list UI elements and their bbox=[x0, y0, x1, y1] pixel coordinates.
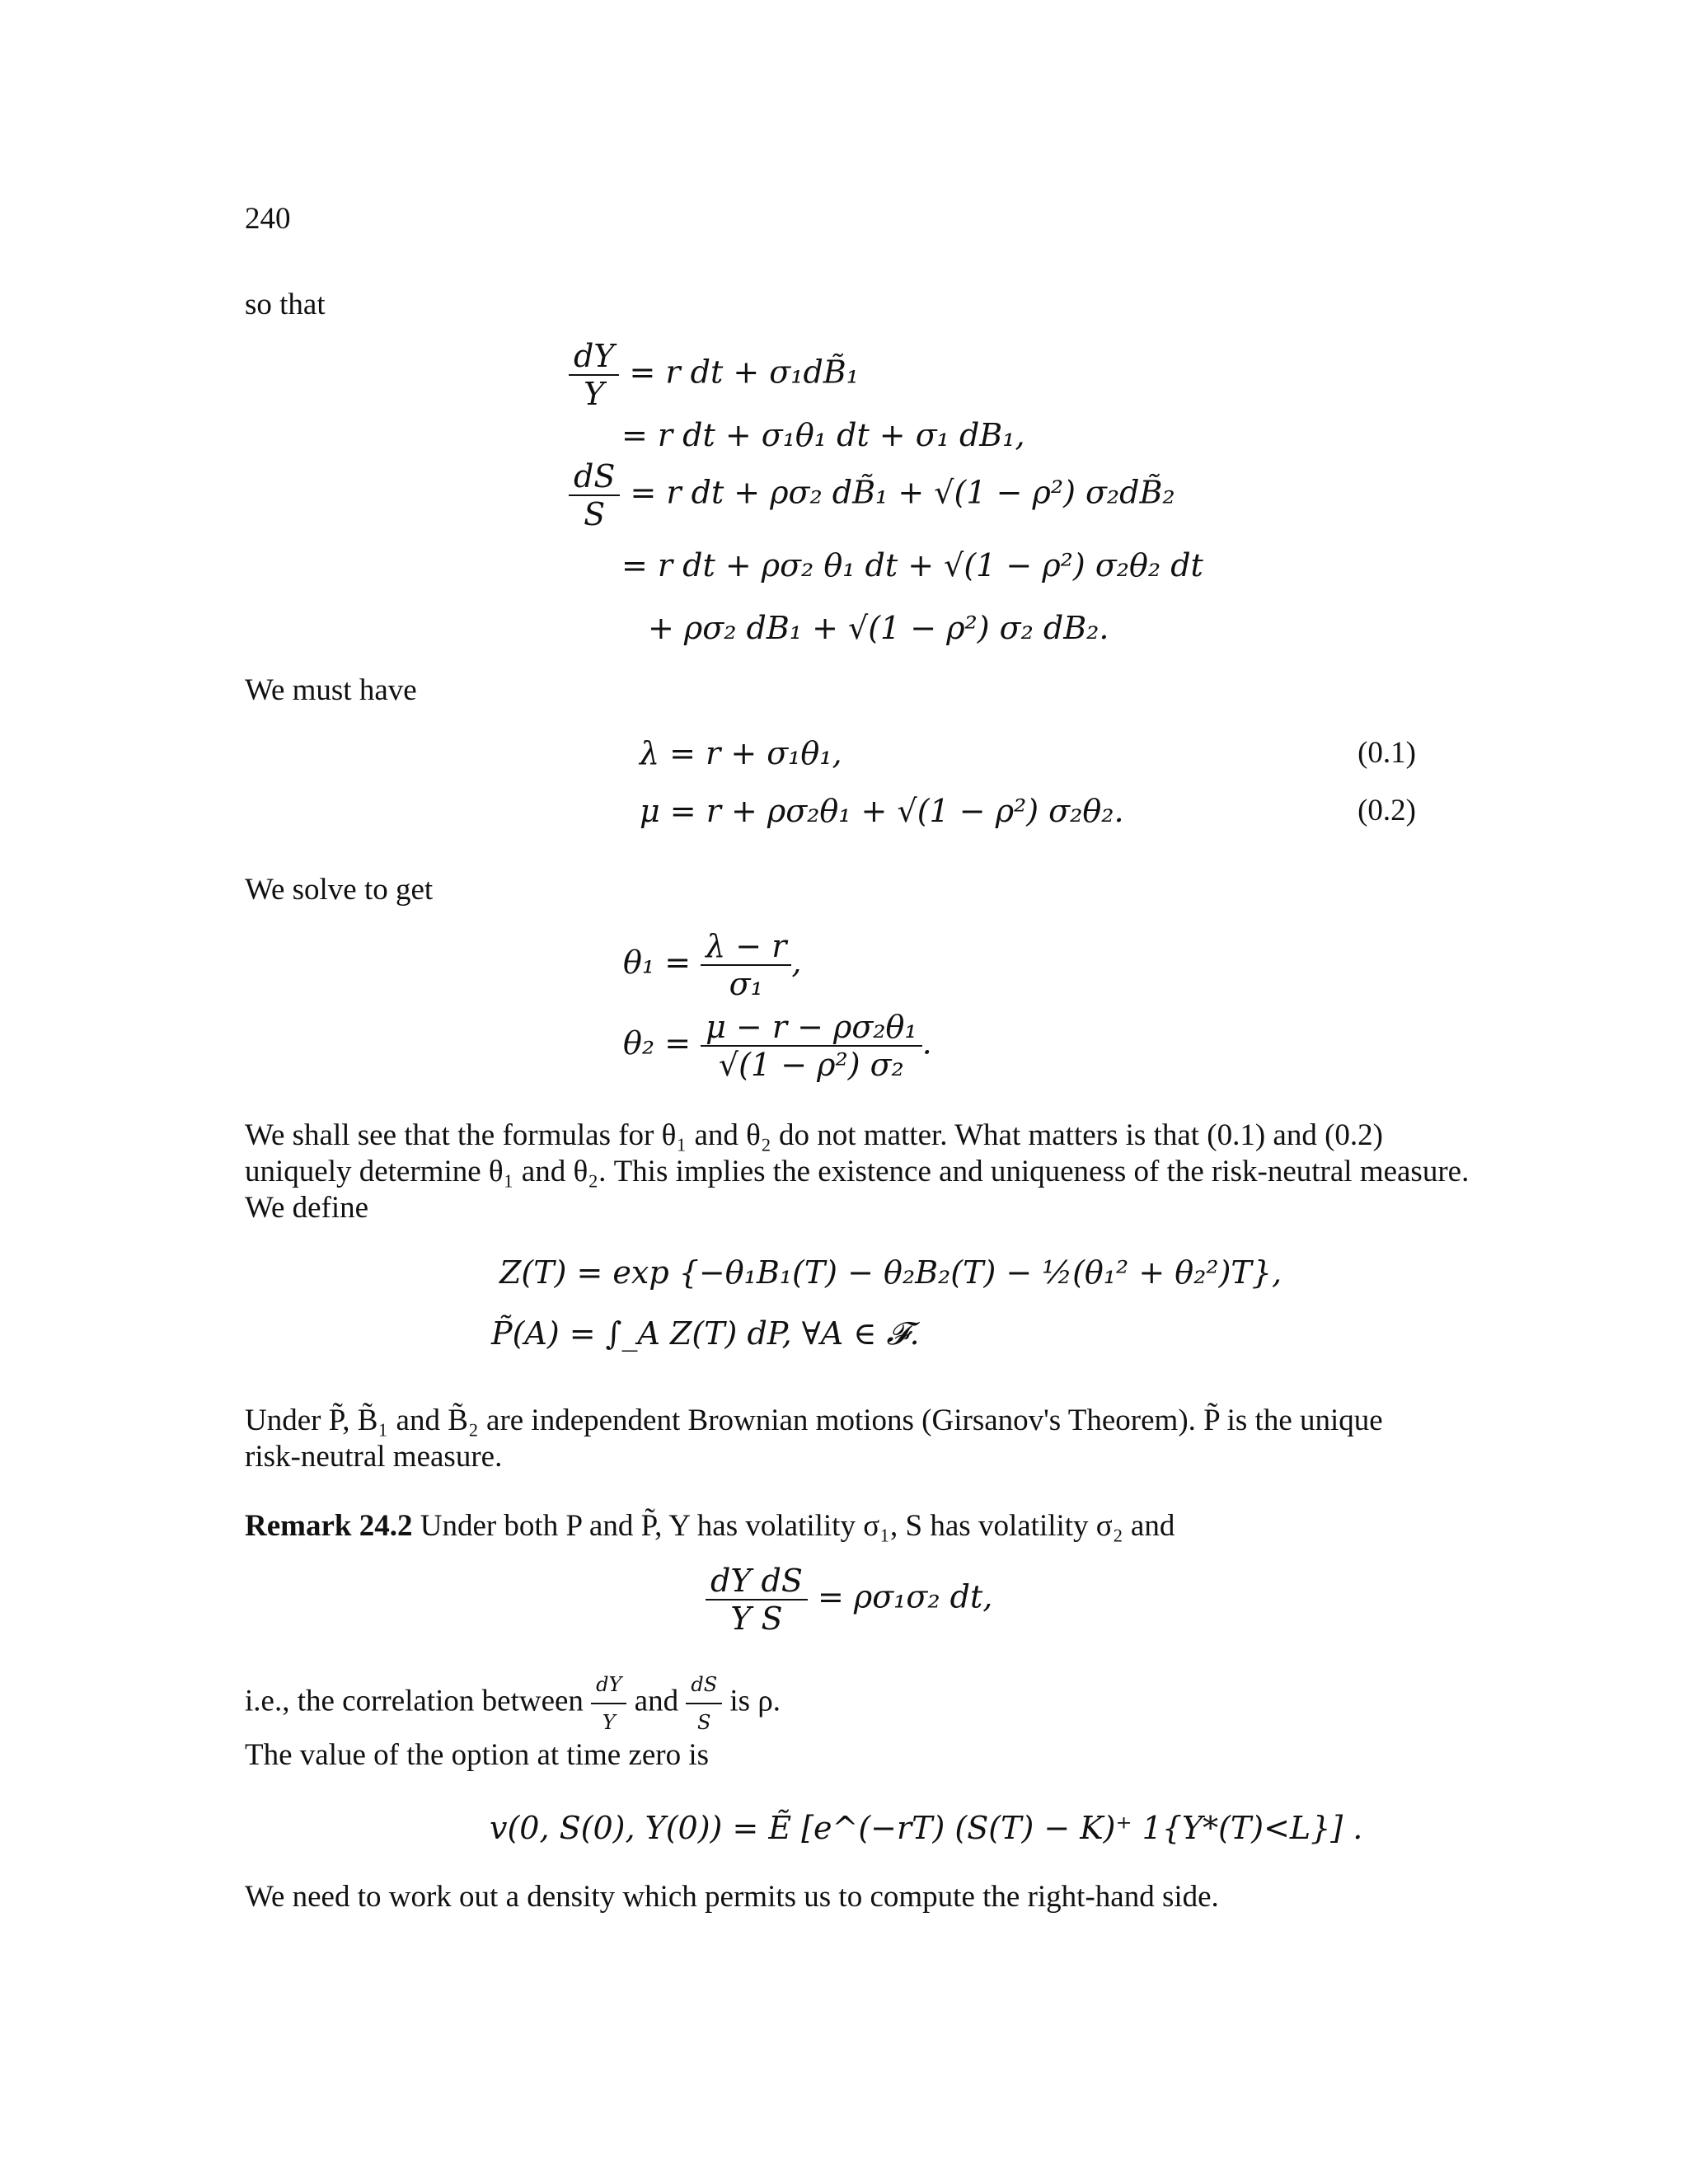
paragraph-1-line-3: We define bbox=[245, 1191, 369, 1225]
paragraph-1-line-2: uniquely determine θ₁ and θ₂. This implies the existence and uniqueness of the risk-neutral measure. bbox=[245, 1155, 1470, 1188]
equation-0-2: μ = r + ρσ₂θ₁ + √(1 − ρ²) σ₂θ₂. bbox=[640, 793, 1124, 829]
equation-0-1: λ = r + σ₁θ₁, bbox=[640, 735, 842, 771]
solve-text: We solve to get bbox=[245, 873, 434, 907]
must-have-text: We must have bbox=[245, 673, 417, 707]
p-tilde-definition: P̃(A) = ∫_A Z(T) dP, ∀A ∈ 𝓕. bbox=[491, 1315, 920, 1352]
z-definition: Z(T) = exp {−θ₁B₁(T) − θ₂B₂(T) − ½(θ₁² + θ₂²)T}, bbox=[499, 1254, 1282, 1291]
ie-fraction-dy: $\frac{dY}{Y}$ bbox=[591, 1666, 626, 1741]
sde-line-5: + ρσ₂ dB₁ + √(1 − ρ²) σ₂ dB₂. bbox=[648, 610, 1109, 646]
intro-text: so that bbox=[245, 288, 326, 321]
dyds-over-ys: $\frac{\text{dY dS}}{\text{Y S}}$ bbox=[706, 1563, 808, 1637]
dy-over-y: $\frac{dY}{Y}$ bbox=[569, 338, 619, 412]
value-intro-text: The value of the option at time zero is bbox=[245, 1738, 710, 1772]
sde-line-3: $\frac{dS}{S}$ = r dt + ρσ₂ dB̃₁ + √(1 − ρ²) σ₂dB̃₂ bbox=[569, 458, 1175, 532]
theta-2-fraction: $\frac{\text{μ − r − ρσ₂θ₁}}{\text{√(1 − ρ²) σ₂}}$ bbox=[701, 1009, 921, 1083]
closing-text: We need to work out a density which permits us to compute the right-hand side. bbox=[245, 1880, 1219, 1914]
ie-fraction-ds: $\frac{dS}{S}$ bbox=[686, 1666, 722, 1741]
paragraph-2-line-2: risk-neutral measure. bbox=[245, 1440, 503, 1474]
option-value-equation: v(0, S(0), Y(0)) = Ẽ [e^(−rT) (S(T) − K)⁺ 1{Y*(T)<L}] . bbox=[490, 1810, 1363, 1846]
paragraph-2-line-1: Under P̃, B̃₁ and B̃₂ are independent Brownian motions (Girsanov's Theorem). P̃ is the unique bbox=[245, 1404, 1383, 1437]
ds-over-s: $\frac{dS}{S}$ bbox=[569, 458, 620, 532]
correlation-equation: $\frac{\text{dY dS}}{\text{Y S}}$ = ρσ₁σ₂ dt, bbox=[706, 1563, 992, 1637]
theta-1-fraction: $\frac{\lambda - r}{\text{σ₁}}$ bbox=[701, 928, 791, 1002]
theta-2-equation: θ₂ = $\frac{\text{μ − r − ρσ₂θ₁}}{\text{√(1 − ρ²) σ₂}}$ . bbox=[623, 1009, 932, 1083]
ie-line: i.e., the correlation between $\frac{dY}{Y}$ and $\frac{dS}{S}$ is ρ. bbox=[245, 1666, 781, 1741]
page-number: 240 bbox=[245, 202, 291, 236]
remark-text: Under both P and P̃, Y has volatility σ₁, S has volatility σ₂ and bbox=[420, 1509, 1175, 1543]
remark-label: Remark 24.2 bbox=[245, 1509, 413, 1543]
paragraph-1-line-1: We shall see that the formulas for θ₁ and θ₂ do not matter. What matters is that (0.1) and (0.2) bbox=[245, 1118, 1383, 1152]
sde-line-4: = r dt + ρσ₂ θ₁ dt + √(1 − ρ²) σ₂θ₂ dt bbox=[621, 547, 1203, 583]
sde-line-2: = r dt + σ₁θ₁ dt + σ₁ dB₁, bbox=[621, 417, 1025, 453]
equation-0-2-label: (0.2) bbox=[1357, 794, 1416, 827]
equation-0-1-label: (0.1) bbox=[1357, 736, 1416, 770]
sde-line-1: $\frac{dY}{Y}$ = r dt + σ₁dB̃₁ bbox=[569, 338, 859, 412]
theta-1-equation: θ₁ = $\frac{\lambda - r}{\text{σ₁}}$ , bbox=[623, 928, 802, 1002]
remark-24-2 bbox=[245, 1508, 1175, 1544]
